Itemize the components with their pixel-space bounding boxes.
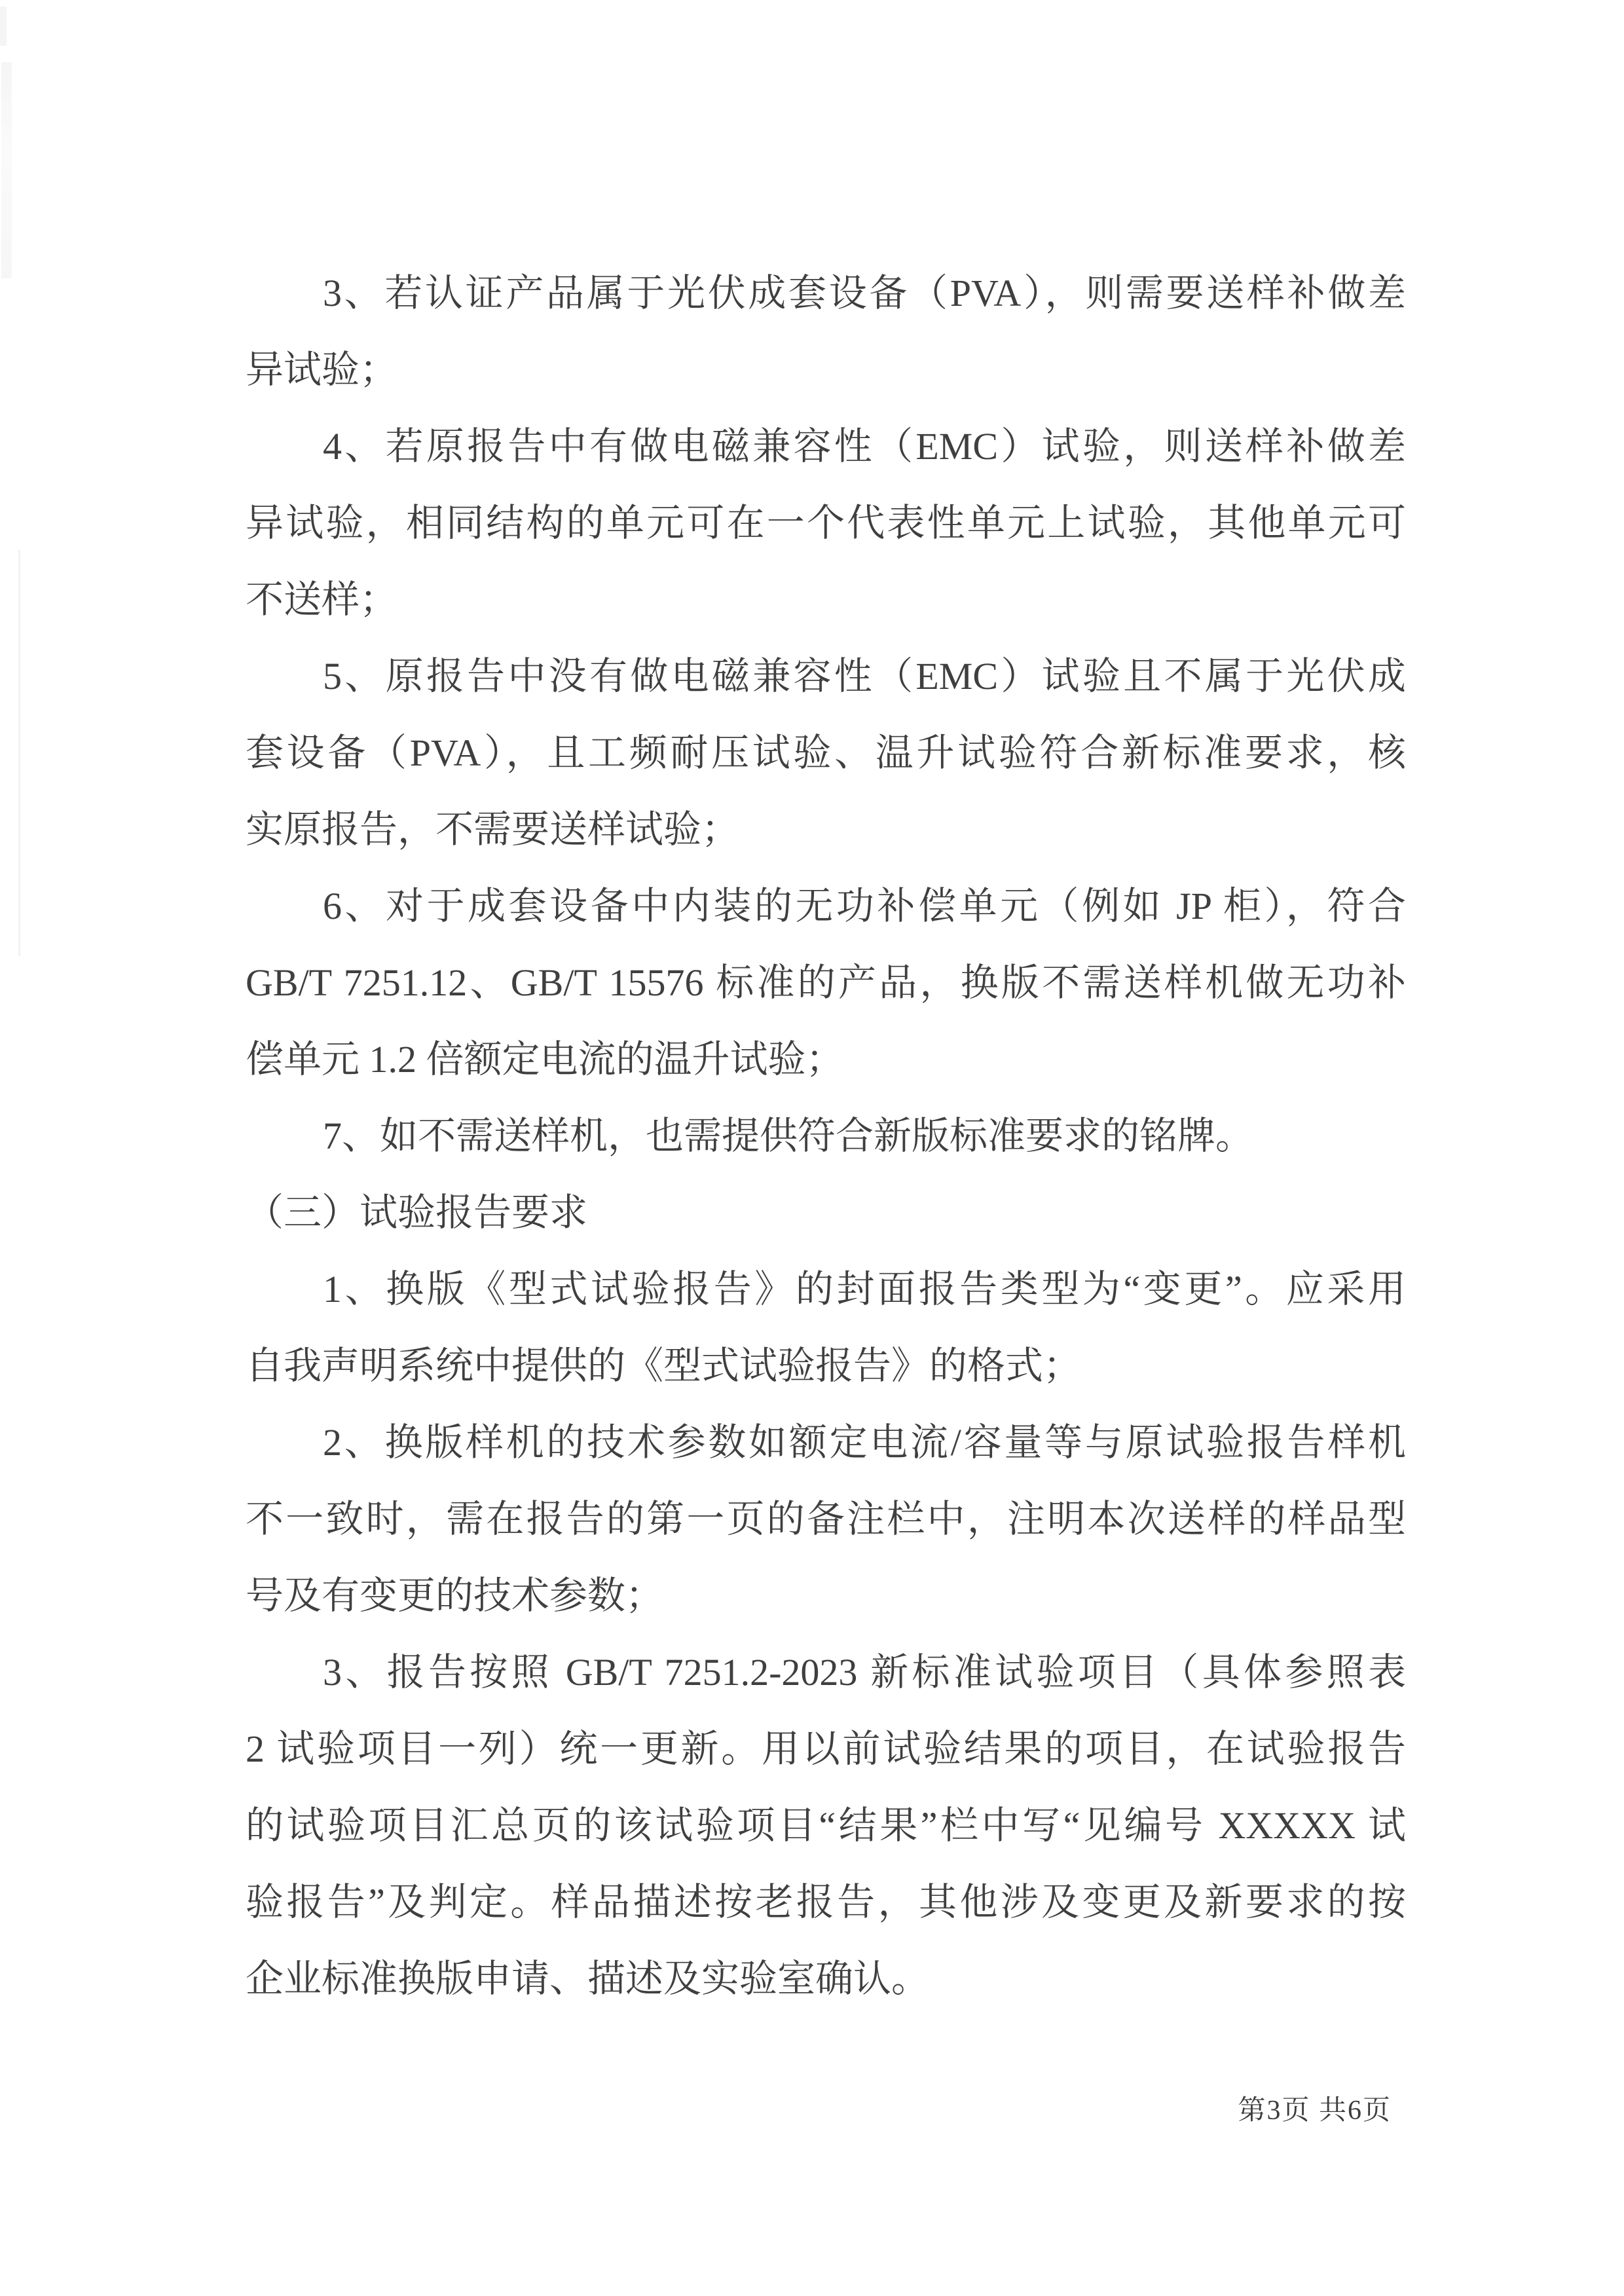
paragraph-section-heading-3 [246,1174,1406,1251]
text-line: 异试验，相同结构的单元可在一个代表性单元上试验，其他单元可 [246,502,1406,544]
text-line: 1、换版《型式试验报告》的封面报告类型为“变更”。应采用 [323,1268,1406,1310]
paragraph-item-6 [246,868,1406,1098]
paragraph-item-3 [246,255,1406,408]
text-line: 实原报告，不需要送样试验； [246,808,740,851]
paragraph-item-4 [246,408,1406,638]
page-footer: 第3页 共6页 [1238,2096,1392,2126]
text-line: 验报告”及判定。样品描述按老报告，其他涉及变更及新要求的按 [246,1881,1406,1923]
text-line: 4、若原报告中有做电磁兼容性（EMC）试验，则送样补做差 [323,425,1406,468]
text-line: 的试验项目汇总页的该试验项目“结果”栏中写“见编号 XXXXX 试 [246,1804,1406,1847]
text-line: 7、如不需送样机，也需提供符合新版标准要求的铭牌。 [323,1115,1254,1157]
paragraph-item-5 [246,638,1406,868]
paragraph-report-item-2 [246,1404,1406,1634]
scan-artifact [1,62,12,278]
scan-artifact [0,7,7,46]
text-line: GB/T 7251.12、GB/T 15576 标准的产品，换版不需送样机做无功补 [246,961,1406,1004]
paragraph-report-item-3 [246,1634,1406,2017]
text-line: 3、报告按照 GB/T 7251.2-2023 新标准试验项目（具体参照表 [323,1651,1406,1694]
text-line: 不送样； [246,578,398,621]
text-line: 偿单元 1.2 倍额定电流的温升试验； [246,1038,844,1081]
text-line: 异试验； [246,348,398,391]
text-line: 套设备（PVA），且工频耐压试验、温升试验符合新标准要求，核 [246,731,1406,774]
text-line: 3、若认证产品属于光伏成套设备（PVA），则需要送样补做差 [323,272,1406,314]
paragraph-item-7 [246,1098,1406,1174]
text-line: 自我声明系统中提供的《型式试验报告》的格式； [246,1344,1082,1387]
scan-artifact [18,550,20,956]
text-line: （三）试验报告要求 [246,1191,588,1234]
text-line: 号及有变更的技术参数； [246,1574,664,1617]
text-line: 不一致时，需在报告的第一页的备注栏中，注明本次送样的样品型 [246,1498,1406,1540]
text-line: 2 试验项目一列）统一更新。用以前试验结果的项目，在试验报告 [246,1728,1406,1770]
text-line: 2、换版样机的技术参数如额定电流/容量等与原试验报告样机 [323,1421,1406,1464]
text-line: 6、对于成套设备中内装的无功补偿单元（例如 JP 柜），符合 [323,885,1406,927]
document-body [246,255,1406,2017]
text-line: 企业标准换版申请、描述及实验室确认。 [246,1957,930,2000]
paragraph-report-item-1 [246,1251,1406,1404]
text-line: 5、原报告中没有做电磁兼容性（EMC）试验且不属于光伏成 [323,655,1406,697]
